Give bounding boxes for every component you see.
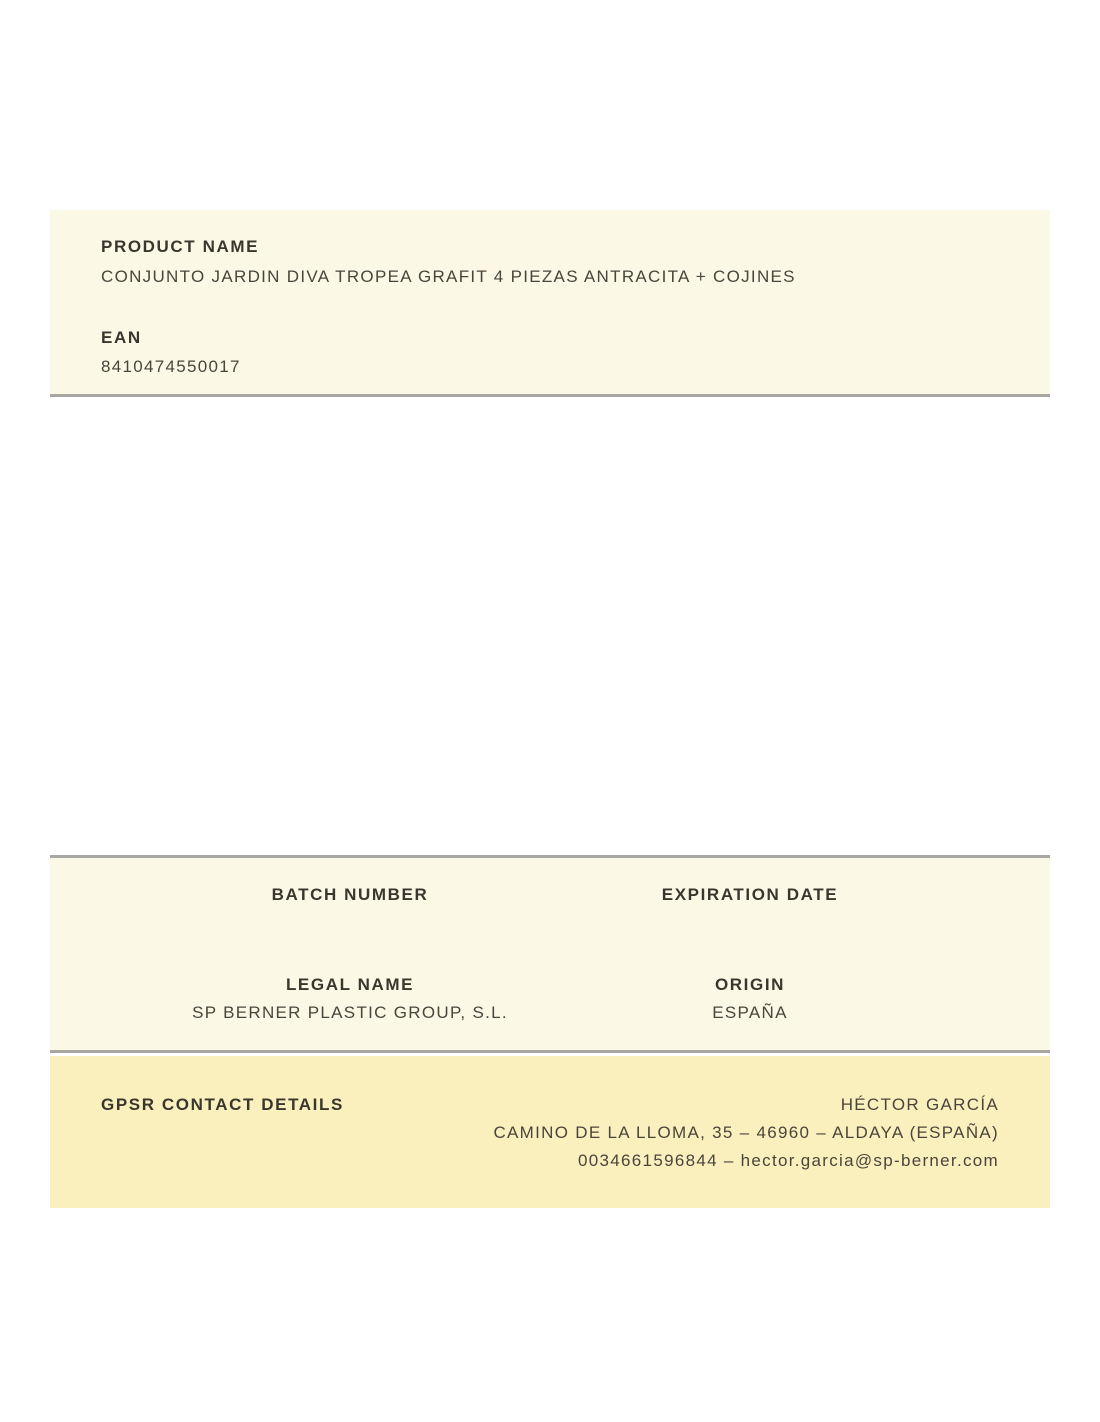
legal-name-label: LEGAL NAME	[285, 975, 415, 994]
gpsr-contact-phone-email: 0034661596844 – hector.garcia@sp-berner.com	[578, 1151, 999, 1170]
batch-expiration-row	[150, 886, 950, 903]
origin-label: ORIGIN	[714, 975, 786, 994]
legal-name-value: SP BERNER PLASTIC GROUP, S.L.	[192, 1003, 508, 1022]
expiration-date-cell	[550, 886, 950, 903]
ean-label: EAN	[101, 328, 142, 347]
ean-value: 8410474550017	[101, 357, 241, 376]
legal-name-cell	[150, 976, 550, 1021]
expiration-date-label: EXPIRATION DATE	[661, 885, 839, 904]
batch-info-section	[50, 855, 1050, 1053]
product-name-value: CONJUNTO JARDIN DIVA TROPEA GRAFIT 4 PIEZAS ANTRACITA + COJINES	[101, 267, 796, 286]
origin-value: ESPAÑA	[712, 1003, 788, 1022]
gpsr-contact-section	[50, 1056, 1050, 1208]
legal-origin-row	[150, 976, 950, 1021]
gpsr-contact-name: HÉCTOR GARCÍA	[840, 1095, 999, 1114]
gpsr-contact-address: CAMINO DE LA LLOMA, 35 – 46960 – ALDAYA (ESPAÑA)	[493, 1123, 999, 1142]
batch-number-label: BATCH NUMBER	[271, 885, 429, 904]
origin-cell	[550, 976, 950, 1021]
gpsr-contact-details-label: GPSR CONTACT DETAILS	[101, 1095, 344, 1114]
batch-number-cell	[150, 886, 550, 903]
product-name-label: PRODUCT NAME	[101, 237, 260, 256]
gpsr-contact-block	[493, 1096, 999, 1180]
product-info-section	[50, 210, 1050, 397]
